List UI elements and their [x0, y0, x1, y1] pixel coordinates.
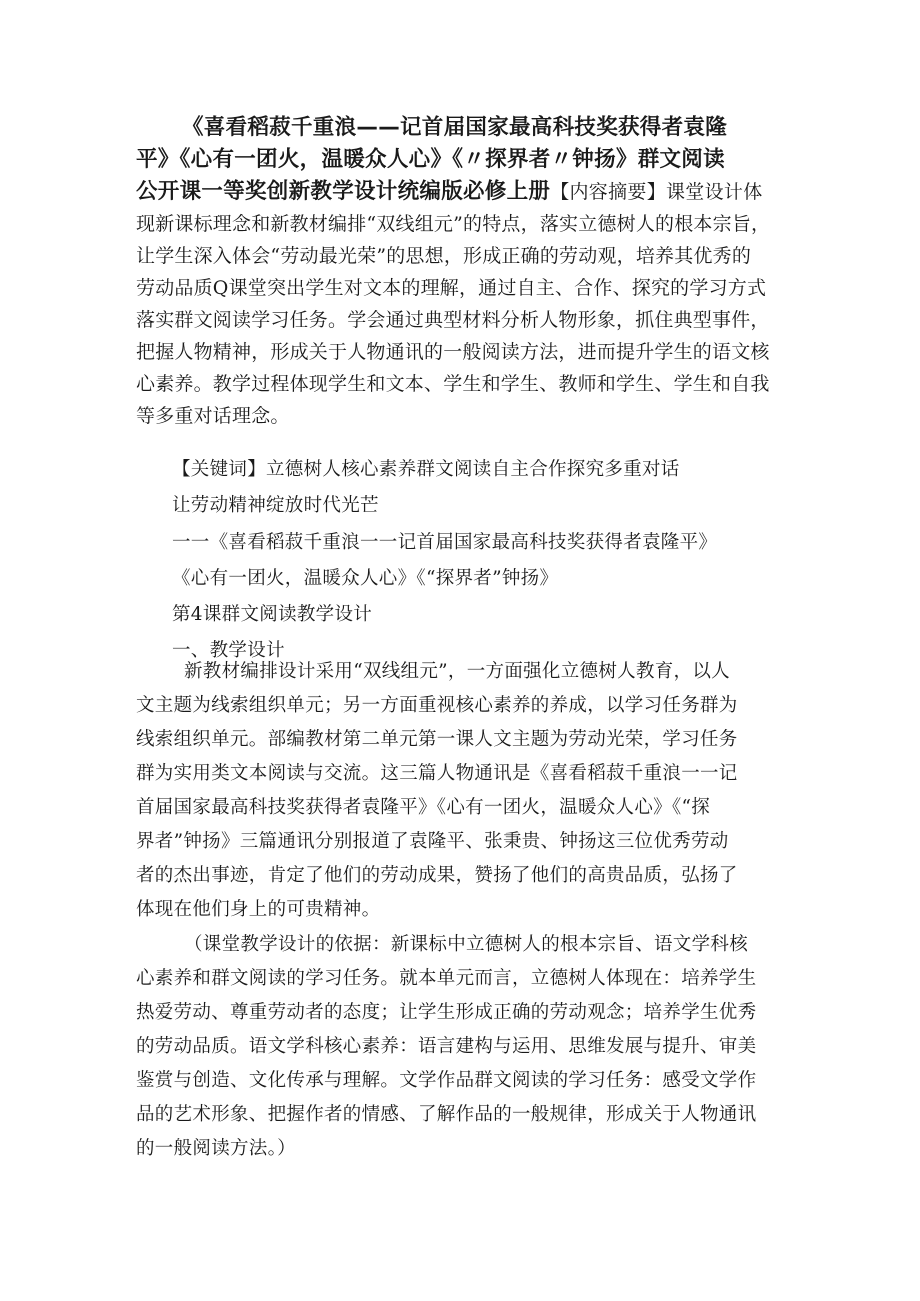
abstract-line: 把握人物精神，形成关于人物通讯的一般阅读方法，进而提升学生的语文核: [136, 341, 770, 363]
paragraph-2: [136, 928, 816, 1166]
abstract-line: 劳动品质Q课堂突出学生对文本的理解，通过自主、合作、探究的学习方式: [136, 277, 767, 299]
subtitle-works-1: 一一《喜看稻菽千重浪一一记首届国家最高科技奖获得者袁隆平》: [172, 532, 718, 553]
paragraph-line: 的一般阅读方法。）: [136, 1138, 296, 1159]
abstract-line: 等多重对话理念。: [136, 405, 290, 427]
paragraph-line: 鉴赏与创造、文化传承与理解。文学作品群文阅读的学习任务：感受文学作: [136, 1070, 757, 1091]
keywords: 【关键词】立德树人核心素养群文阅读自主合作探究多重对话: [172, 459, 680, 480]
abstract-block: [136, 208, 796, 432]
paragraph-1: [136, 655, 816, 927]
paragraph-line: 文主题为线索组织单元；另一方面重视核心素养的养成，以学习任务群为: [136, 695, 738, 716]
paragraph-line: 的劳动品质。语文学科核心素养：语言建构与运用、思维发展与提升、审美: [136, 1036, 757, 1057]
paragraph-line: 群为实用类文本阅读与交流。这三篇人物通讯是《喜看稻菽千重浪一一记: [136, 763, 738, 784]
paragraph-line: 新教材编排设计采用“双线组元”，一方面强化立德树人教育，以人: [184, 661, 730, 682]
paragraph-line: 界者”钟扬》三篇通讯分别报道了袁隆平、张秉贵、钟扬这三位优秀劳动: [136, 831, 729, 852]
paragraph-line: 心素养和群文阅读的学习任务。就本单元而言，立德树人体现在：培养学生: [136, 968, 757, 989]
title-line-3: [136, 176, 796, 208]
abstract-line: 现新课标理念和新教材编排“双线组元”的特点，落实立德树人的根本宗旨，: [136, 213, 771, 235]
subtitle: 让劳动精神绽放时代光芒: [172, 495, 379, 516]
paragraph-line: 品的艺术形象、把握作者的情感、了解作品的一般规律，形成关于人物通讯: [136, 1104, 757, 1125]
abstract-line: 落实群文阅读学习任务。学会通过典型材料分析人物形象，抓住典型事件，: [136, 309, 770, 331]
subtitle-works-2: 《心有一团火，温暖众人心》《“探界者”钟扬》: [172, 568, 559, 589]
abstract-line: 让学生深入体会“劳动最光荣”的思想，形成正确的劳动观，培养其优秀的: [136, 245, 752, 267]
paragraph-line: 热爱劳动、尊重劳动者的态度；让学生形成正确的劳动观念；培养学生优秀: [136, 1002, 757, 1023]
lesson-heading: 第4课群文阅读教学设计: [172, 604, 373, 625]
abstract-label: 【内容摘要】课堂设计体: [550, 181, 763, 203]
paragraph-line: （课堂教学设计的依据：新课标中立德树人的根本宗旨、语文学科核: [184, 934, 749, 955]
title-line-1: 《喜看稻菽千重浪——记首届国家最高科技奖获得者袁隆: [182, 115, 728, 140]
keywords-block: [172, 453, 852, 668]
paragraph-line: 线索组织单元。部编教材第二单元第一课人文主题为劳动光荣，学习任务: [136, 729, 738, 750]
paragraph-line: 体现在他们身上的可贵精神。: [136, 899, 381, 920]
abstract-line: 心素养。教学过程体现学生和文本、学生和学生、教师和学生、学生和自我: [136, 373, 770, 395]
title-line-3-text: 公开课一等奖创新教学设计统编版必修上册: [136, 179, 551, 204]
title-line-2: 平》《心有一团火，温暖众人心》《〃探界者〃钟扬》群文阅读: [136, 147, 725, 172]
section-heading: 一、教学设计: [172, 640, 285, 661]
document-title: [136, 112, 796, 208]
paragraph-line: 首届国家最高科技奖获得者袁隆平》《心有一团火，温暖众人心》《“探: [136, 797, 711, 818]
paragraph-line: 者的杰出事迹，肯定了他们的劳动成果，赞扬了他们的高贵品质，弘扬了: [136, 865, 738, 886]
